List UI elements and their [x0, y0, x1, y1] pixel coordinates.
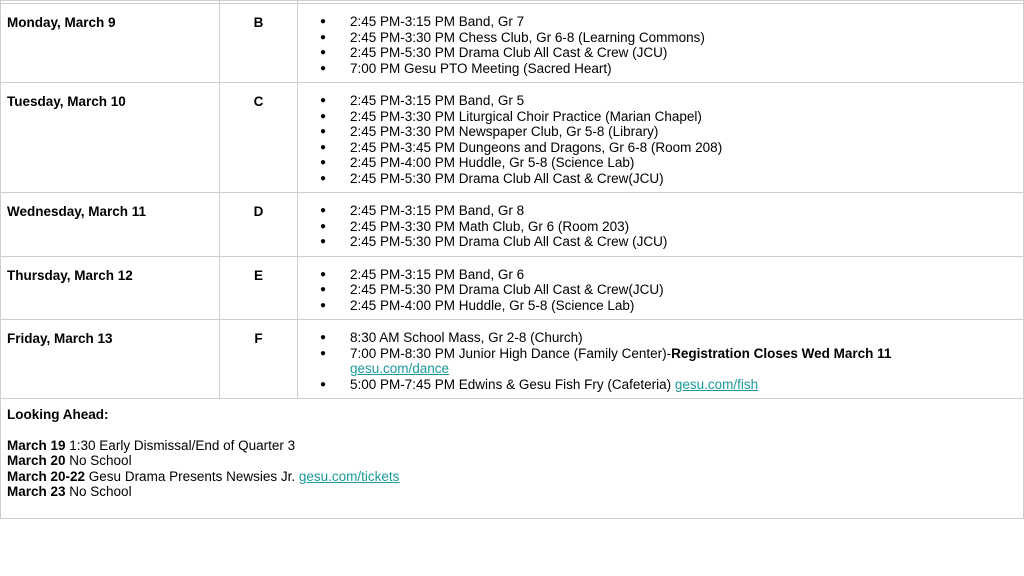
bullet-icon: ●	[320, 284, 327, 295]
bullet-icon: ●	[320, 332, 327, 343]
event-text: 2:45 PM-3:15 PM Band, Gr 5	[350, 93, 525, 108]
bullet-icon: ●	[320, 126, 327, 137]
event-item	[298, 267, 1023, 283]
event-text: 2:45 PM-5:30 PM Drama Club All Cast & Crew(JCU)	[350, 282, 664, 297]
day-letter-cell: E	[220, 256, 298, 320]
event-text: 2:45 PM-3:15 PM Band, Gr 6	[350, 266, 525, 282]
bullet-icon: ●	[320, 299, 327, 311]
day-letter-cell: F	[220, 320, 298, 399]
event-text: 8:30 AM School Mass, Gr 2-8 (Church)	[350, 330, 583, 345]
event-text: 7:00 PM Gesu PTO Meeting (Sacred Heart)	[350, 60, 612, 76]
events-cell	[298, 320, 1024, 399]
event-text: 2:45 PM-5:30 PM Drama Club All Cast & Crew (JCU)	[350, 45, 668, 60]
event-text: 2:45 PM-5:30 PM Drama Club All Cast & Crew(JCU)	[350, 170, 664, 186]
event-item	[298, 234, 1023, 250]
day-row	[1, 193, 1024, 257]
events-cell	[298, 83, 1024, 193]
day-row	[1, 83, 1024, 193]
event-list	[298, 93, 1023, 186]
looking-ahead-item: March 23 No School	[7, 484, 132, 499]
looking-ahead-row	[1, 399, 1024, 519]
event-text: 2:45 PM-3:45 PM Dungeons and Dragons, Gr 6-8 (Room 208)	[350, 139, 723, 155]
bullet-icon: ●	[320, 172, 327, 184]
link[interactable]: gesu.com/tickets	[298, 468, 400, 484]
day-letter-cell: B	[220, 4, 298, 83]
looking-ahead-item: March 20 No School	[7, 453, 132, 468]
day-cell: Monday, March 9	[1, 4, 220, 83]
bullet-icon: ●	[320, 347, 327, 359]
event-text: 2:45 PM-5:30 PM Drama Club All Cast & Crew (JCU)	[350, 234, 668, 249]
event-item	[298, 330, 1023, 346]
link[interactable]: gesu.com/dance	[350, 361, 450, 376]
day-cell: Tuesday, March 10	[1, 83, 220, 193]
event-text: 2:45 PM-4:00 PM Huddle, Gr 5-8 (Science Lab)	[350, 297, 635, 313]
event-text: 2:45 PM-3:15 PM Band, Gr 7	[350, 14, 525, 29]
day-cell: Thursday, March 12	[1, 256, 220, 320]
event-item	[298, 203, 1023, 219]
bullet-icon: ●	[320, 110, 327, 122]
bullet-icon: ●	[320, 378, 327, 390]
link[interactable]: gesu.com/fish	[674, 376, 759, 392]
event-list	[298, 330, 1023, 392]
event-item	[298, 30, 1023, 46]
event-text: 2:45 PM-3:15 PM Band, Gr 8	[350, 203, 525, 218]
event-item	[298, 140, 1023, 156]
day-letter-cell: D	[220, 193, 298, 257]
looking-ahead-cell	[1, 399, 1024, 519]
event-text: 2:45 PM-3:30 PM Chess Club, Gr 6-8 (Learning Commons)	[350, 29, 705, 45]
event-item	[298, 124, 1023, 140]
looking-ahead-item: March 20-22 Gesu Drama Presents Newsies Jr. gesu.com/tickets	[7, 468, 400, 484]
event-item	[298, 171, 1023, 187]
event-item	[298, 346, 1023, 377]
event-text: 2:45 PM-3:30 PM Newspaper Club, Gr 5-8 (Library)	[350, 124, 659, 139]
looking-ahead-item: March 19 1:30 Early Dismissal/End of Quarter 3	[7, 437, 296, 453]
day-cell: Friday, March 13	[1, 320, 220, 399]
event-item	[298, 14, 1023, 30]
looking-ahead-title: Looking Ahead:	[7, 407, 109, 422]
events-cell	[298, 193, 1024, 257]
event-item	[298, 45, 1023, 61]
looking-ahead-date: March 20	[7, 453, 66, 468]
event-text: 2:45 PM-3:30 PM Liturgical Choir Practice (Marian Chapel)	[350, 108, 702, 124]
bullet-icon: ●	[320, 220, 327, 232]
event-list	[298, 203, 1023, 250]
looking-ahead-date: March 23	[7, 484, 66, 499]
events-cell	[298, 4, 1024, 83]
bullet-icon: ●	[320, 268, 327, 280]
event-item	[298, 282, 1023, 298]
looking-ahead-date: March 19	[7, 437, 66, 453]
event-list	[298, 267, 1023, 314]
event-link-line	[350, 361, 1023, 377]
event-item	[298, 61, 1023, 77]
event-list	[298, 14, 1023, 76]
event-item	[298, 219, 1023, 235]
event-item	[298, 155, 1023, 171]
bullet-icon: ●	[320, 236, 327, 247]
event-text: 7:00 PM-8:30 PM Junior High Dance (Family Center)-	[350, 345, 672, 361]
event-text: 2:45 PM-4:00 PM Huddle, Gr 5-8 (Science Lab)	[350, 155, 635, 170]
bullet-icon: ●	[320, 62, 327, 74]
day-letter-cell: C	[220, 83, 298, 193]
event-item	[298, 298, 1023, 314]
events-cell	[298, 256, 1024, 320]
bullet-icon: ●	[320, 205, 327, 216]
event-text: 5:00 PM-7:45 PM Edwins & Gesu Fish Fry (Cafeteria)	[350, 376, 675, 392]
day-row	[1, 4, 1024, 83]
looking-ahead-date: March 20-22	[7, 468, 86, 484]
event-emphasis: Registration Closes Wed March 11	[671, 345, 892, 361]
event-item	[298, 109, 1023, 125]
day-row	[1, 256, 1024, 320]
bullet-icon: ●	[320, 16, 327, 27]
event-item	[298, 377, 1023, 393]
event-text: 2:45 PM-3:30 PM Math Club, Gr 6 (Room 203)	[350, 218, 630, 234]
bullet-icon: ●	[320, 157, 327, 168]
day-cell: Wednesday, March 11	[1, 193, 220, 257]
bullet-icon: ●	[320, 95, 327, 106]
event-item	[298, 93, 1023, 109]
day-row	[1, 320, 1024, 399]
bullet-icon: ●	[320, 31, 327, 43]
bullet-icon: ●	[320, 47, 327, 58]
bullet-icon: ●	[320, 141, 327, 153]
